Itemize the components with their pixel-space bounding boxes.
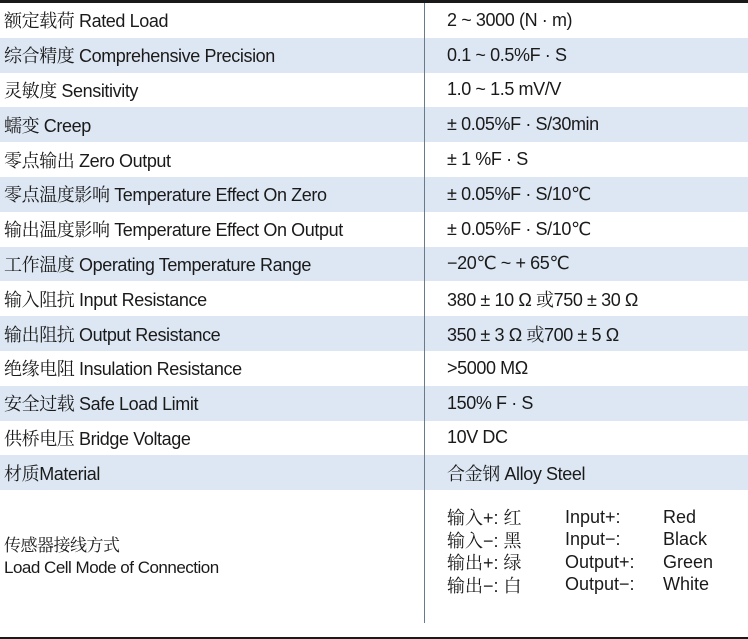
spec-label: 输出温度影响 Temperature Effect On Output [0, 212, 425, 247]
spec-value: >5000 MΩ [447, 357, 528, 378]
spec-value: 10V DC [447, 427, 508, 448]
spec-value: ± 0.05%F · S/10℃ [447, 183, 591, 204]
spec-row-bridge-voltage [0, 421, 748, 456]
wire-cn: 输出−: 白 [447, 575, 522, 596]
wire-row [447, 529, 748, 552]
spec-label: 零点输出 Zero Output [0, 142, 425, 177]
spec-label: 工作温度 Operating Temperature Range [0, 247, 425, 282]
wire-row [447, 551, 748, 574]
spec-value: 合金钢 Alloy Steel [447, 463, 586, 484]
spec-label: 供桥电压 Bridge Voltage [0, 421, 425, 456]
wire-cn: 输出+: 绿 [447, 553, 522, 574]
wire-en: Output+: [565, 551, 635, 572]
spec-row-precision [0, 38, 748, 73]
wire-cn: 输入−: 黑 [447, 530, 522, 551]
spec-row-input-resistance [0, 281, 748, 316]
spec-row-operating-temp [0, 247, 748, 282]
spec-row-safe-load [0, 386, 748, 421]
wire-row [447, 506, 748, 529]
spec-label: 蠕变 Creep [0, 107, 425, 142]
spec-label: 灵敏度 Sensitivity [0, 73, 425, 108]
spec-value: 0.1 ~ 0.5%F · S [447, 44, 567, 65]
spec-row-sensitivity [0, 73, 748, 108]
spec-row-rated-load [0, 3, 748, 38]
spec-label: 零点温度影响 Temperature Effect On Zero [0, 177, 425, 212]
spec-value: 2 ~ 3000 (N · m) [447, 9, 573, 30]
spec-value: 1.0 ~ 1.5 mV/V [447, 79, 561, 100]
spec-value: 350 ± 3 Ω 或700 ± 5 Ω [447, 324, 619, 345]
wire-en: Input+: [565, 506, 621, 527]
spec-row-material [0, 455, 748, 490]
spec-value: ± 0.05%F · S/30min [447, 114, 599, 135]
spec-value: ± 1 %F · S [447, 149, 528, 170]
spec-value: 150% F · S [447, 392, 534, 413]
wire-color: Red [663, 506, 697, 527]
wire-en: Output−: [565, 574, 635, 595]
spec-label: 输出阻抗 Output Resistance [0, 316, 425, 351]
spec-row-creep [0, 107, 748, 142]
wire-color: Black [663, 529, 708, 550]
spec-row-connection [0, 490, 748, 623]
spec-label: 安全过载 Safe Load Limit [0, 386, 425, 421]
spec-value: 380 ± 10 Ω 或750 ± 30 Ω [447, 289, 638, 310]
wire-color: White [663, 574, 710, 595]
spec-label: 输入阻抗 Input Resistance [0, 281, 425, 316]
wire-color: Green [663, 551, 714, 572]
wire-row [447, 574, 748, 597]
wire-en: Input−: [565, 529, 621, 550]
spec-row-output-resistance [0, 316, 748, 351]
spec-row-insulation [0, 351, 748, 386]
spec-row-temp-effect-output [0, 212, 748, 247]
spec-label: 综合精度 Comprehensive Precision [0, 38, 425, 73]
spec-label: 额定载荷 Rated Load [0, 3, 425, 38]
connection-label-en: Load Cell Mode of Connection [4, 557, 219, 577]
connection-label [0, 490, 425, 623]
spec-value: −20℃ ~ + 65℃ [447, 253, 570, 274]
spec-label: 绝缘电阻 Insulation Resistance [0, 351, 425, 386]
spec-row-zero-output [0, 142, 748, 177]
spec-value: ± 0.05%F · S/10℃ [447, 218, 591, 239]
spec-label: 材质Material [0, 455, 425, 490]
wire-cn: 输入+: 红 [447, 508, 522, 529]
connection-wires [425, 490, 748, 623]
spec-row-temp-effect-zero [0, 177, 748, 212]
connection-label-cn: 传感器接线方式 [4, 535, 120, 555]
